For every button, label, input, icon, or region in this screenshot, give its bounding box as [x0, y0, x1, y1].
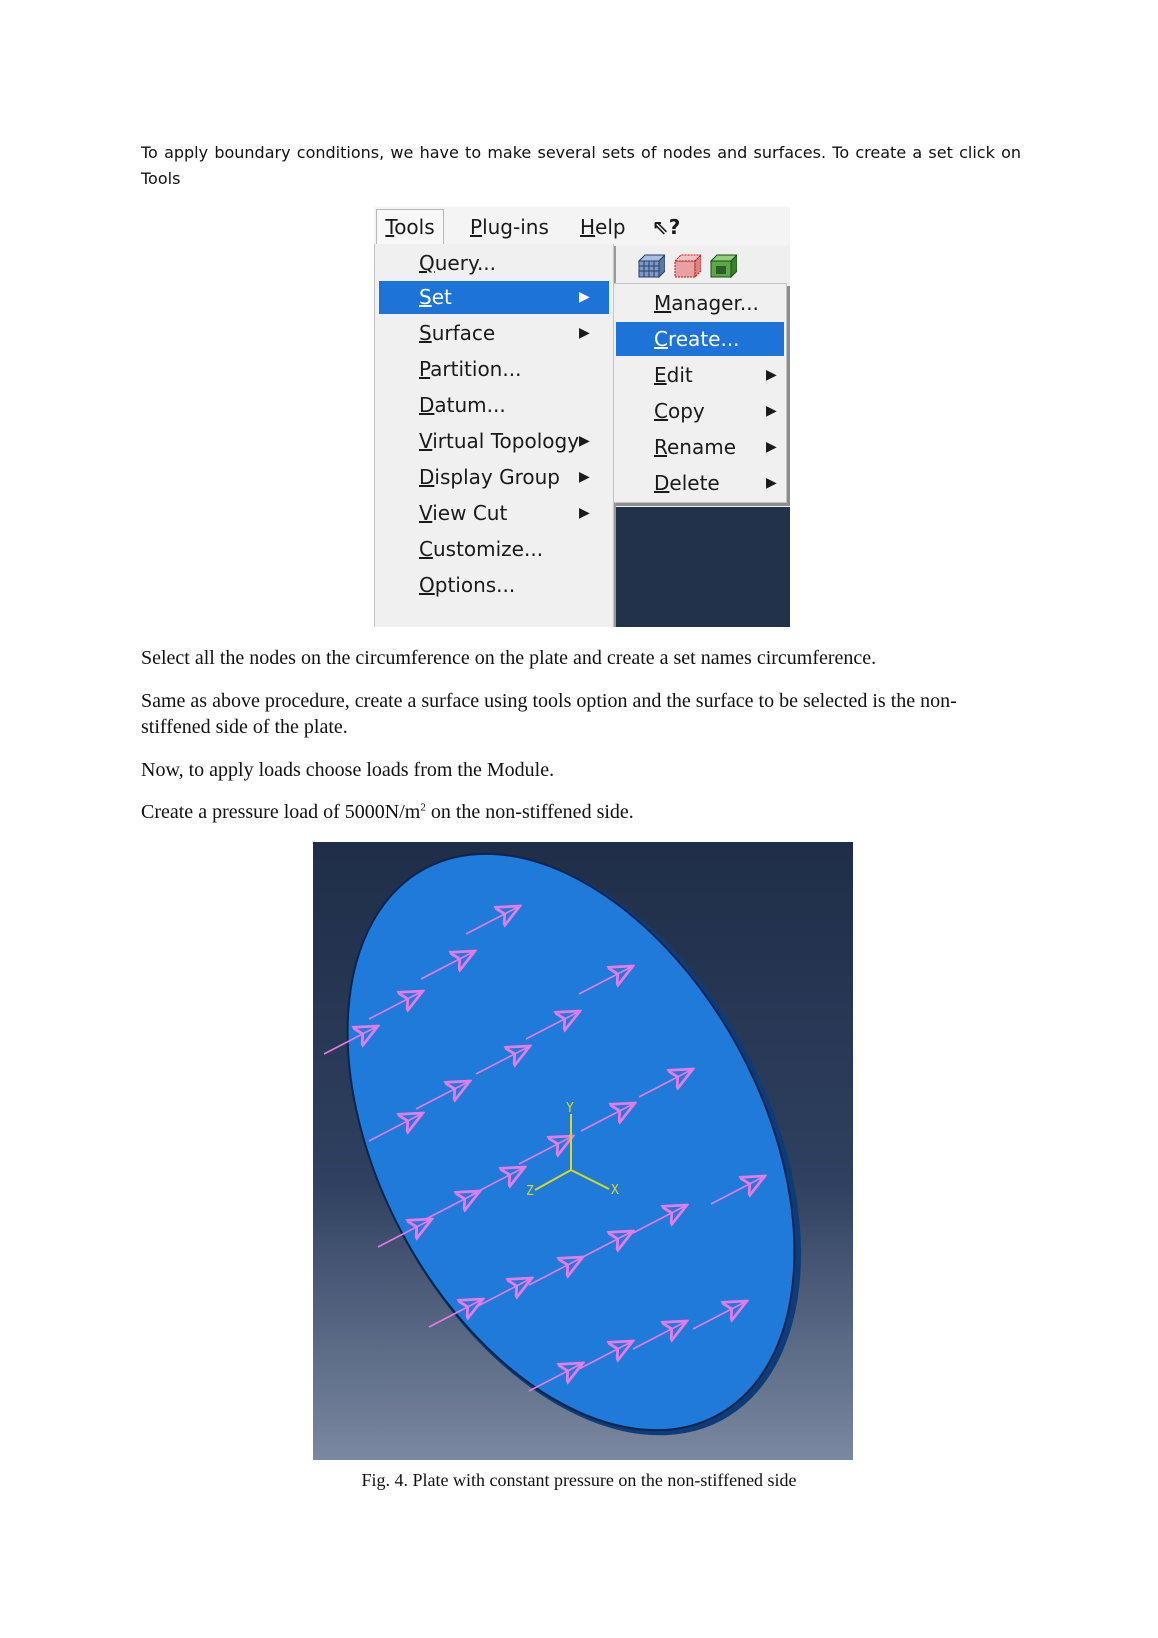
axis-x-label: X — [611, 1183, 619, 1198]
submenu-item-label: Create... — [654, 327, 740, 351]
viewport-background — [614, 507, 790, 627]
submenu-item-label: Manager... — [654, 291, 759, 315]
paragraph-pressure-load — [141, 799, 1021, 825]
submenu-arrow-icon: ▶ — [579, 325, 590, 341]
unit-superscript: 2 — [420, 801, 426, 814]
menu-tools[interactable] — [376, 209, 444, 244]
green-box-icon[interactable] — [709, 253, 737, 279]
menu-item-customize[interactable] — [379, 533, 609, 566]
menu-tools-label: Tools — [385, 215, 435, 239]
menu-item-label: Display Group — [419, 465, 560, 489]
submenu-item-label: Rename — [654, 435, 737, 459]
whats-this-icon[interactable]: ⇖? — [652, 215, 681, 239]
menu-help-label: Help — [580, 215, 626, 239]
menu-plugins[interactable] — [470, 213, 549, 241]
menu-item-partition[interactable] — [379, 353, 609, 386]
submenu-item-label: Edit — [654, 363, 693, 387]
submenu-item-delete[interactable] — [616, 466, 784, 500]
submenu-arrow-icon: ▶ — [766, 475, 777, 491]
menu-item-view-cut[interactable] — [379, 497, 609, 530]
menu-item-label: Partition... — [419, 357, 522, 381]
submenu-arrow-icon: ▶ — [579, 505, 590, 521]
submenu-arrow-icon: ▶ — [579, 469, 590, 485]
plate-pressure-figure — [313, 842, 853, 1460]
submenu-item-manager[interactable] — [616, 286, 784, 320]
submenu-arrow-icon: ▶ — [766, 403, 777, 419]
submenu-arrow-icon: ▶ — [579, 289, 590, 305]
pressure-text: Create a pressure load of 5000N/m — [141, 801, 421, 823]
pressure-text-end: on the non-stiffened side. — [425, 801, 634, 823]
menu-item-query[interactable] — [379, 247, 609, 280]
submenu-item-rename[interactable] — [616, 430, 784, 464]
paragraph-set-circumference: Select all the nodes on the circumference on the plate and create a set names circumference. — [141, 647, 877, 669]
paragraph-apply-loads: Now, to apply loads choose loads from the Module. — [141, 759, 555, 781]
menu-item-label: Customize... — [419, 537, 544, 561]
red-box-icon[interactable] — [673, 253, 701, 279]
figure-caption: Fig. 4. Plate with constant pressure on the non-stiffened side — [361, 1470, 797, 1490]
tools-menu-screenshot — [374, 207, 790, 627]
submenu-item-edit[interactable] — [616, 358, 784, 392]
menu-plugins-label: Plug-ins — [470, 215, 549, 239]
menu-item-virtual-topology[interactable] — [379, 425, 609, 458]
menu-item-display-group[interactable] — [379, 461, 609, 494]
intro-paragraph: To apply boundary conditions, we have to make several sets of nodes and surfaces. To create a set click on Tools — [141, 143, 1021, 188]
paragraph-create-surface: Same as above procedure, create a surface using tools option and the surface to be selected is the non-stiffened side of the plate. — [141, 690, 957, 738]
submenu-item-label: Copy — [654, 399, 705, 423]
menu-item-label: View Cut — [419, 501, 508, 525]
menu-item-label: Virtual Topology — [419, 429, 580, 453]
toolbar-strip — [614, 247, 790, 287]
tools-dropdown — [374, 244, 614, 627]
menu-bar — [374, 207, 790, 245]
submenu-arrow-icon: ▶ — [766, 439, 777, 455]
menu-item-label: Surface — [419, 321, 496, 345]
menu-item-label: Query... — [419, 251, 497, 275]
submenu-item-copy[interactable] — [616, 394, 784, 428]
menu-item-label: Set — [419, 285, 452, 309]
menu-item-datum[interactable] — [379, 389, 609, 422]
menu-item-surface[interactable] — [379, 317, 609, 350]
mesh-box-icon[interactable] — [637, 253, 665, 279]
menu-item-label: Datum... — [419, 393, 506, 417]
set-submenu — [613, 283, 787, 503]
axis-y-label: Y — [566, 1101, 574, 1116]
menu-item-label: Options... — [419, 573, 516, 597]
axis-z-label: Z — [526, 1184, 534, 1199]
menu-item-options[interactable] — [379, 569, 609, 602]
submenu-arrow-icon: ▶ — [579, 433, 590, 449]
submenu-item-create[interactable] — [616, 322, 784, 356]
submenu-arrow-icon: ▶ — [766, 367, 777, 383]
submenu-item-label: Delete — [654, 471, 720, 495]
menu-item-set[interactable] — [379, 281, 609, 314]
menu-help[interactable] — [580, 213, 626, 241]
